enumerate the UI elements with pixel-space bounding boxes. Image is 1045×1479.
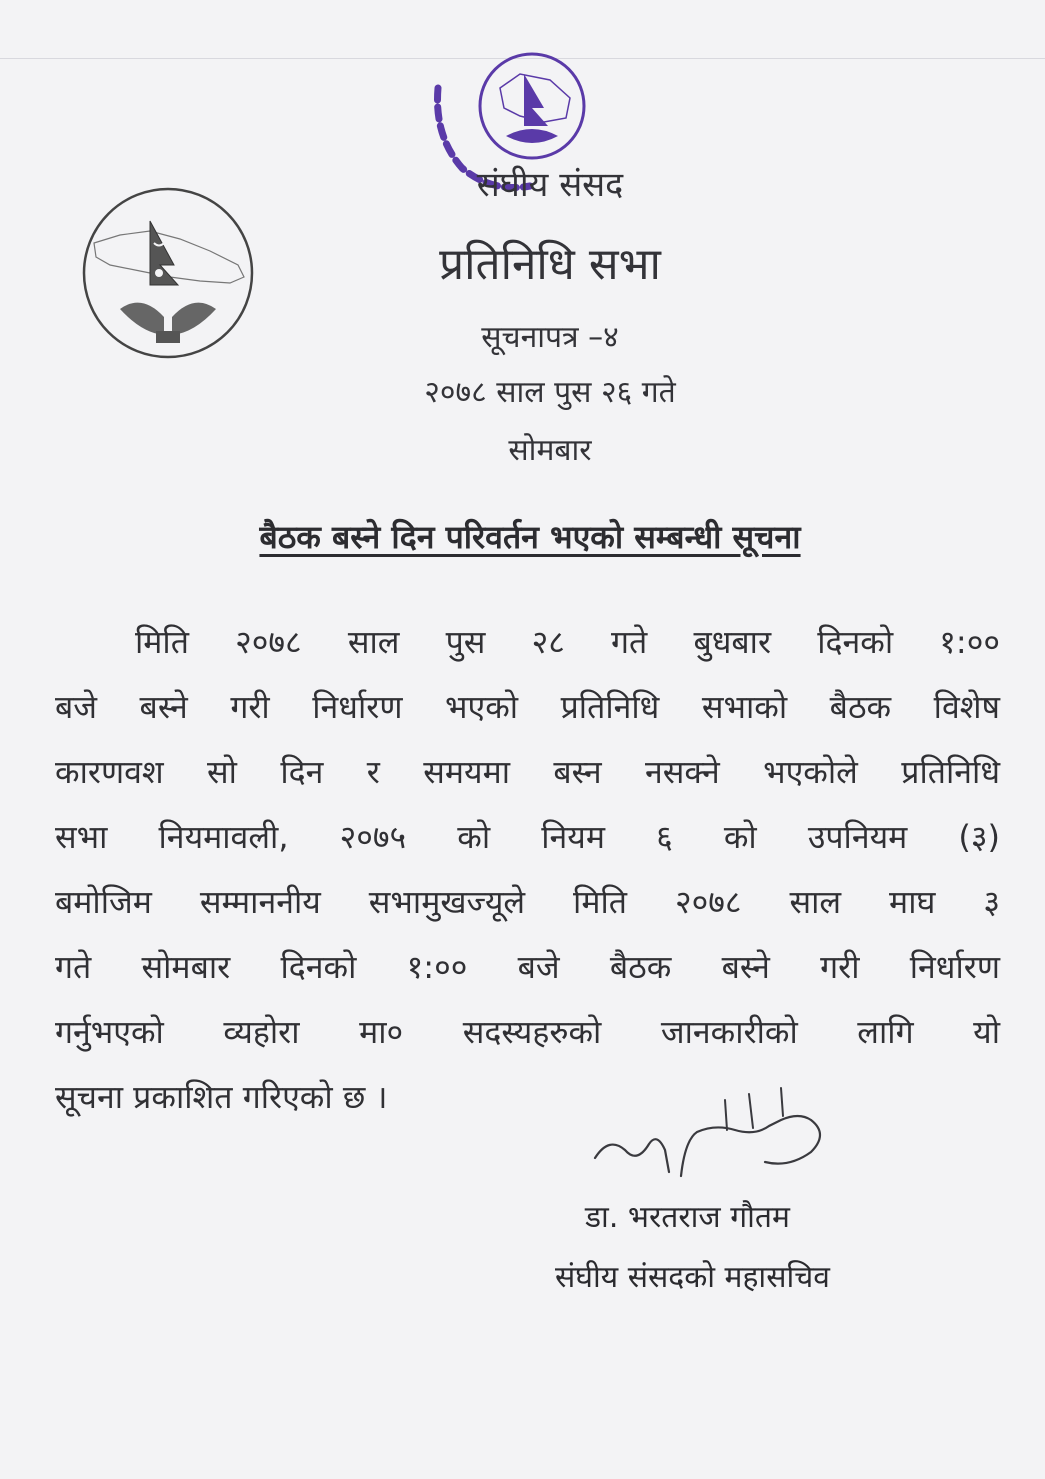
signatory-name: डा. भरतराज गौतम bbox=[585, 1200, 790, 1235]
house-name: प्रतिनिधि सभा bbox=[439, 239, 661, 290]
notice-title: बैठक बस्ने दिन परिवर्तन भएको सम्बन्धी सूचना bbox=[259, 518, 801, 556]
body-line: गते सोमबार दिनको १:०० बजे बैठक बस्ने गरी निर्धारण bbox=[55, 948, 1000, 986]
body-line: मिति २०७८ साल पुस २८ गते बुधबार दिनको १:०० bbox=[135, 623, 1000, 661]
notice-body bbox=[55, 610, 1000, 1130]
signatory-title: संघीय संसदको महासचिव bbox=[555, 1260, 830, 1295]
organization-name: संघीय संसद bbox=[476, 165, 624, 205]
body-line: कारणवश सो दिन र समयमा बस्न नसक्ने भएकोले प्रतिनिधि bbox=[55, 753, 1000, 791]
body-line: बजे बस्ने गरी निर्धारण भएको प्रतिनिधि सभाको बैठक विशेष bbox=[55, 688, 1000, 726]
handwritten-signature bbox=[585, 1080, 845, 1195]
body-line: गर्नुभएको व्यहोरा मा० सदस्यहरुको जानकारीको लागि यो bbox=[55, 1013, 1000, 1051]
notice-date: २०७८ साल पुस २६ गते bbox=[424, 375, 676, 410]
notice-weekday: सोमबार bbox=[508, 433, 592, 468]
body-line: बमोजिम सम्माननीय सभामुखज्यूले मिति २०७८ साल माघ ३ bbox=[55, 883, 1000, 921]
notice-number: सूचनापत्र –४ bbox=[481, 320, 619, 355]
body-line: सभा नियमावली, २०७५ को नियम ६ को उपनियम (३) bbox=[55, 818, 1000, 856]
body-line: सूचना प्रकाशित गरिएको छ । bbox=[55, 1078, 388, 1116]
nepal-parliament-emblem-icon bbox=[80, 185, 260, 375]
